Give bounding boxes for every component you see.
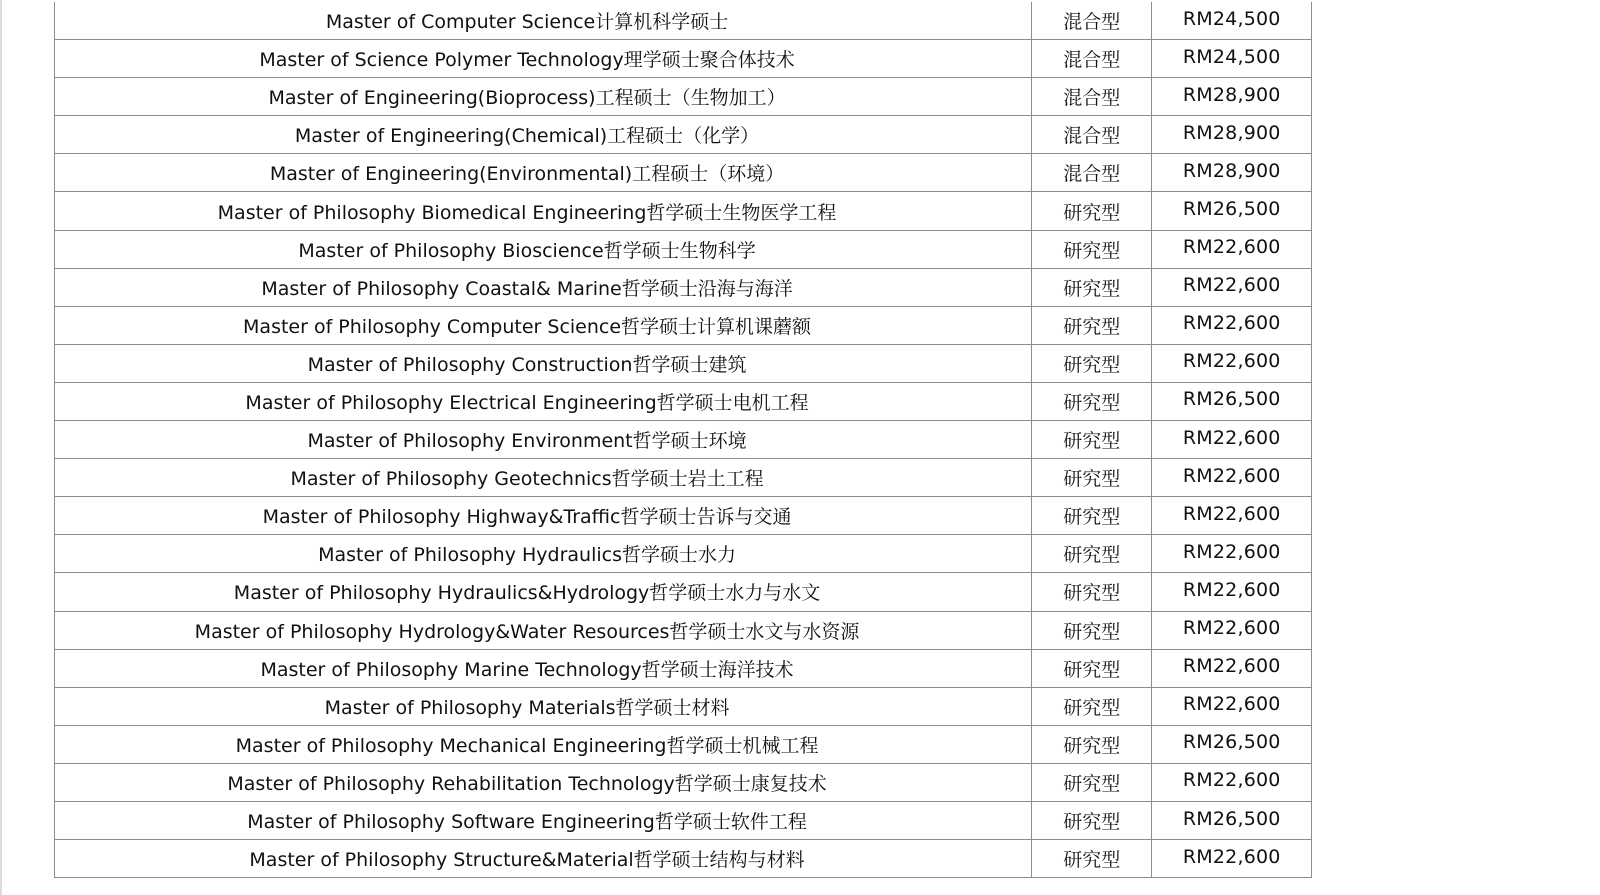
tuition-fee-cell bbox=[1152, 230, 1312, 268]
table-row bbox=[55, 40, 1312, 78]
table-row bbox=[55, 382, 1312, 420]
program-name-cell bbox=[55, 344, 1032, 382]
program-name: Master of Science Polymer Technology理学硕士聚合体技术 bbox=[259, 49, 795, 72]
program-name-cell bbox=[55, 154, 1032, 192]
program-name-cell bbox=[55, 459, 1032, 497]
table-row bbox=[55, 306, 1312, 344]
program-type: 混合型 bbox=[1063, 125, 1121, 148]
program-name-cell bbox=[55, 40, 1032, 78]
program-name: Master of Philosophy Hydraulics哲学硕士水力 bbox=[318, 544, 736, 567]
program-name-cell bbox=[55, 306, 1032, 344]
table-row bbox=[55, 192, 1312, 230]
program-type: 混合型 bbox=[1063, 163, 1121, 186]
tuition-fee-cell bbox=[1152, 611, 1312, 649]
tuition-fee-cell bbox=[1152, 154, 1312, 192]
table-row bbox=[55, 459, 1312, 497]
tuition-fee-cell bbox=[1152, 763, 1312, 801]
program-name: Master of Computer Science计算机科学硕士 bbox=[325, 11, 729, 34]
program-name-cell bbox=[55, 78, 1032, 116]
program-type: 研究型 bbox=[1063, 239, 1121, 262]
program-name: Master of Philosophy Construction哲学硕士建筑 bbox=[307, 353, 747, 376]
program-type: 研究型 bbox=[1063, 468, 1121, 491]
tuition-fee-cell bbox=[1152, 116, 1312, 154]
tuition-fee-cell bbox=[1152, 40, 1312, 78]
program-type: 混合型 bbox=[1063, 87, 1121, 110]
tuition-fee-cell bbox=[1152, 649, 1312, 687]
tuition-fee-cell bbox=[1152, 535, 1312, 573]
tuition-fee-cell bbox=[1152, 687, 1312, 725]
program-name-cell bbox=[55, 763, 1032, 801]
program-type-cell bbox=[1032, 192, 1152, 230]
table-row bbox=[55, 344, 1312, 382]
program-type-cell bbox=[1032, 306, 1152, 344]
program-type-cell bbox=[1032, 687, 1152, 725]
table-row bbox=[55, 497, 1312, 535]
tuition-fee-cell bbox=[1152, 725, 1312, 763]
program-type-cell bbox=[1032, 459, 1152, 497]
tuition-fee: RM26,500 bbox=[1182, 198, 1281, 221]
program-fee-table bbox=[54, 2, 1312, 878]
tuition-fee-cell bbox=[1152, 268, 1312, 306]
tuition-fee: RM22,600 bbox=[1182, 274, 1281, 297]
program-name: Master of Philosophy Marine Technology哲学硕士海洋技术 bbox=[260, 658, 794, 681]
program-name-cell bbox=[55, 687, 1032, 725]
program-name-cell bbox=[55, 649, 1032, 687]
program-type-cell bbox=[1032, 421, 1152, 459]
program-name-cell bbox=[55, 2, 1032, 40]
program-type: 研究型 bbox=[1063, 849, 1121, 872]
tuition-fee-cell bbox=[1152, 459, 1312, 497]
program-name-cell bbox=[55, 268, 1032, 306]
program-type-cell bbox=[1032, 230, 1152, 268]
table-row bbox=[55, 840, 1312, 878]
program-type: 研究型 bbox=[1063, 315, 1121, 338]
table-row bbox=[55, 573, 1312, 611]
program-name: Master of Philosophy Highway&Traffic哲学硕士告诉与交通 bbox=[262, 506, 792, 529]
program-name: Master of Philosophy Mechanical Engineering哲学硕士机械工程 bbox=[235, 734, 819, 757]
program-type: 研究型 bbox=[1063, 391, 1121, 414]
table-row bbox=[55, 611, 1312, 649]
tuition-fee: RM22,600 bbox=[1182, 236, 1281, 259]
table-row bbox=[55, 763, 1312, 801]
program-type: 研究型 bbox=[1063, 353, 1121, 376]
program-name: Master of Engineering(Chemical)工程硕士（化学） bbox=[294, 125, 760, 148]
program-name-cell bbox=[55, 611, 1032, 649]
tuition-fee-cell bbox=[1152, 497, 1312, 535]
program-type: 研究型 bbox=[1063, 201, 1121, 224]
tuition-fee: RM22,600 bbox=[1182, 845, 1281, 868]
table-row bbox=[55, 268, 1312, 306]
program-name: Master of Engineering(Environmental)工程硕士（环境） bbox=[269, 163, 785, 186]
tuition-fee: RM28,900 bbox=[1182, 159, 1281, 182]
table-row bbox=[55, 687, 1312, 725]
program-name-cell bbox=[55, 573, 1032, 611]
program-name: Master of Philosophy Computer Science哲学硕士计算机课蘑额 bbox=[243, 315, 812, 338]
program-name: Master of Philosophy Materials哲学硕士材料 bbox=[324, 696, 730, 719]
tuition-fee: RM26,500 bbox=[1182, 807, 1281, 830]
tuition-fee-cell bbox=[1152, 2, 1312, 40]
tuition-fee-cell bbox=[1152, 382, 1312, 420]
tuition-fee-cell bbox=[1152, 421, 1312, 459]
program-name-cell bbox=[55, 421, 1032, 459]
program-type-cell bbox=[1032, 78, 1152, 116]
program-type: 研究型 bbox=[1063, 430, 1121, 453]
program-name-cell bbox=[55, 382, 1032, 420]
tuition-fee: RM22,600 bbox=[1182, 578, 1281, 601]
program-type-cell bbox=[1032, 649, 1152, 687]
tuition-fee-cell bbox=[1152, 78, 1312, 116]
program-type: 研究型 bbox=[1063, 734, 1121, 757]
program-name: Master of Philosophy Bioscience哲学硕士生物科学 bbox=[298, 239, 756, 262]
program-type-cell bbox=[1032, 611, 1152, 649]
tuition-fee: RM22,600 bbox=[1182, 769, 1281, 792]
table-row bbox=[55, 649, 1312, 687]
program-name-cell bbox=[55, 497, 1032, 535]
table-row bbox=[55, 725, 1312, 763]
program-type-cell bbox=[1032, 725, 1152, 763]
program-name: Master of Philosophy Biomedical Engineering哲学硕士生物医学工程 bbox=[217, 201, 837, 224]
tuition-fee: RM22,600 bbox=[1182, 312, 1281, 335]
program-type: 研究型 bbox=[1063, 620, 1121, 643]
program-type-cell bbox=[1032, 801, 1152, 839]
program-type: 研究型 bbox=[1063, 544, 1121, 567]
tuition-fee-cell bbox=[1152, 192, 1312, 230]
program-name-cell bbox=[55, 230, 1032, 268]
program-type: 混合型 bbox=[1063, 11, 1121, 34]
program-name-cell bbox=[55, 840, 1032, 878]
program-type-cell bbox=[1032, 763, 1152, 801]
program-type: 研究型 bbox=[1063, 506, 1121, 529]
tuition-fee: RM22,600 bbox=[1182, 693, 1281, 716]
program-type-cell bbox=[1032, 40, 1152, 78]
tuition-fee: RM22,600 bbox=[1182, 464, 1281, 487]
tuition-fee-cell bbox=[1152, 306, 1312, 344]
table-row bbox=[55, 421, 1312, 459]
table-row bbox=[55, 78, 1312, 116]
table-row bbox=[55, 2, 1312, 40]
program-name-cell bbox=[55, 801, 1032, 839]
table-row bbox=[55, 230, 1312, 268]
program-name: Master of Philosophy Electrical Engineering哲学硕士电机工程 bbox=[245, 391, 809, 414]
tuition-fee: RM22,600 bbox=[1182, 350, 1281, 373]
tuition-fee-cell bbox=[1152, 344, 1312, 382]
program-name: Master of Philosophy Coastal& Marine哲学硕士沿海与海洋 bbox=[261, 277, 793, 300]
program-type: 研究型 bbox=[1063, 811, 1121, 834]
program-type: 研究型 bbox=[1063, 696, 1121, 719]
tuition-fee: RM28,900 bbox=[1182, 83, 1281, 106]
program-name: Master of Philosophy Environment哲学硕士环境 bbox=[307, 430, 747, 453]
program-name: Master of Engineering(Bioprocess)工程硕士（生物加工） bbox=[268, 87, 786, 110]
tuition-fee: RM22,600 bbox=[1182, 655, 1281, 678]
program-name: Master of Philosophy Geotechnics哲学硕士岩土工程 bbox=[290, 468, 764, 491]
program-type: 混合型 bbox=[1063, 49, 1121, 72]
tuition-fee-cell bbox=[1152, 840, 1312, 878]
tuition-fee-cell bbox=[1152, 801, 1312, 839]
program-type: 研究型 bbox=[1063, 772, 1121, 795]
program-type: 研究型 bbox=[1063, 658, 1121, 681]
table-row bbox=[55, 154, 1312, 192]
program-type-cell bbox=[1032, 116, 1152, 154]
tuition-fee-cell bbox=[1152, 573, 1312, 611]
program-type-cell bbox=[1032, 840, 1152, 878]
program-type-cell bbox=[1032, 573, 1152, 611]
tuition-fee: RM28,900 bbox=[1182, 121, 1281, 144]
table-row bbox=[55, 535, 1312, 573]
program-name-cell bbox=[55, 192, 1032, 230]
program-name: Master of Philosophy Hydrology&Water Resources哲学硕士水文与水资源 bbox=[194, 620, 860, 643]
program-type-cell bbox=[1032, 2, 1152, 40]
table-row bbox=[55, 801, 1312, 839]
program-name: Master of Philosophy Hydraulics&Hydrology哲学硕士水力与水文 bbox=[233, 582, 821, 605]
tuition-fee: RM22,600 bbox=[1182, 426, 1281, 449]
tuition-fee: RM26,500 bbox=[1182, 731, 1281, 754]
tuition-fee: RM26,500 bbox=[1182, 388, 1281, 411]
program-type: 研究型 bbox=[1063, 277, 1121, 300]
program-type: 研究型 bbox=[1063, 582, 1121, 605]
table-body bbox=[55, 2, 1312, 878]
program-name-cell bbox=[55, 116, 1032, 154]
program-name: Master of Philosophy Structure&Material哲学硕士结构与材料 bbox=[249, 849, 805, 872]
tuition-fee: RM22,600 bbox=[1182, 617, 1281, 640]
program-name: Master of Philosophy Software Engineering哲学硕士软件工程 bbox=[247, 811, 807, 834]
program-name-cell bbox=[55, 535, 1032, 573]
tuition-fee: RM24,500 bbox=[1182, 45, 1281, 68]
tuition-fee: RM22,600 bbox=[1182, 540, 1281, 563]
program-type-cell bbox=[1032, 154, 1152, 192]
program-name: Master of Philosophy Rehabilitation Technology哲学硕士康复技术 bbox=[227, 772, 827, 795]
program-type-cell bbox=[1032, 344, 1152, 382]
program-type-cell bbox=[1032, 535, 1152, 573]
tuition-fee: RM24,500 bbox=[1182, 7, 1281, 30]
tuition-fee: RM22,600 bbox=[1182, 502, 1281, 525]
program-type-cell bbox=[1032, 382, 1152, 420]
program-type-cell bbox=[1032, 268, 1152, 306]
table-row bbox=[55, 116, 1312, 154]
program-name-cell bbox=[55, 725, 1032, 763]
page-left-border bbox=[0, 0, 2, 895]
program-type-cell bbox=[1032, 497, 1152, 535]
